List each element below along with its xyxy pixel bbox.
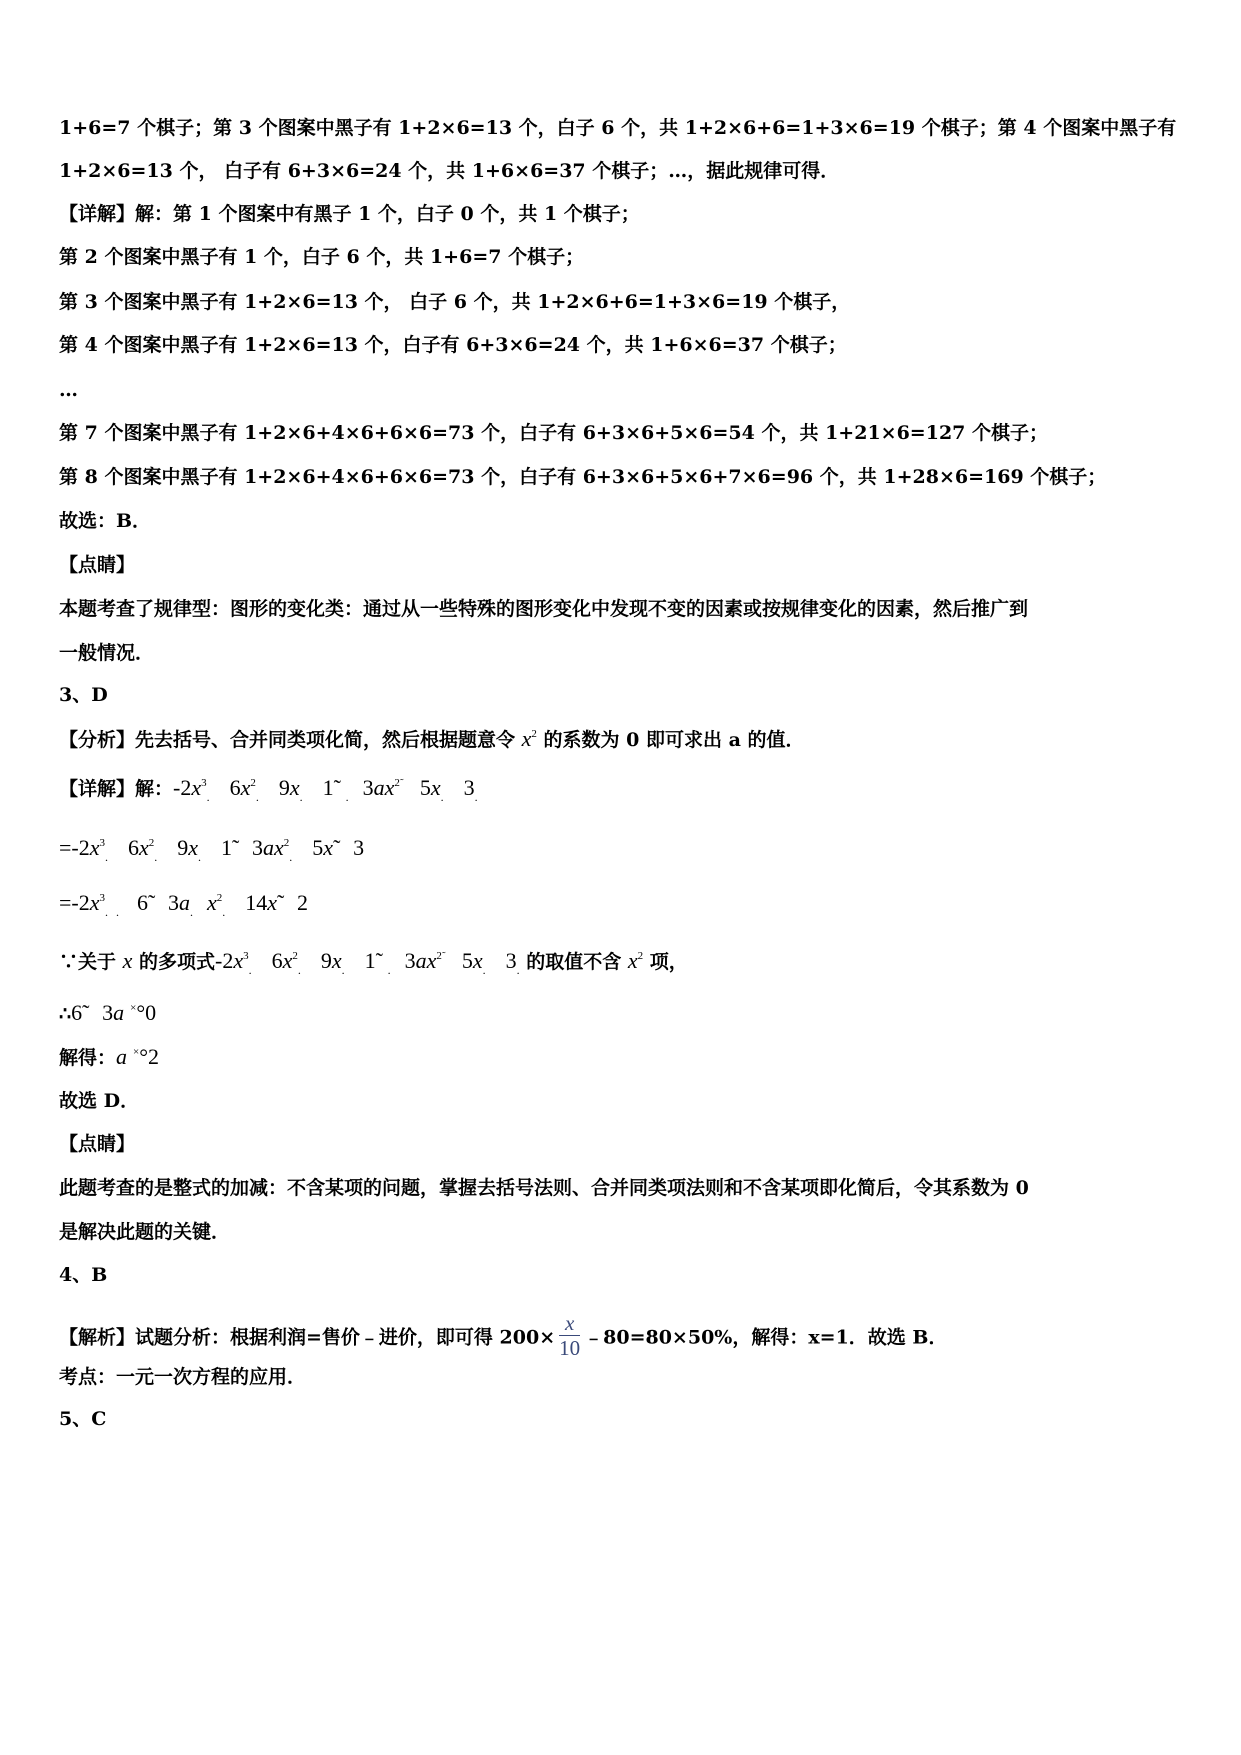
solve-line: 解得：a ×°2 [59, 1044, 160, 1069]
section-heading: 【点睛】 [59, 1133, 136, 1155]
text-line: 是解决此题的关键． [59, 1221, 231, 1243]
text-line: 本题考查了规律型：图形的变化类：通过从一些特殊的图形变化中发现不变的因素或按规律变化的因素，然后推广到 [59, 598, 1029, 620]
text-line: 【详解】解：第 1 个图案中有黑子 1 个，白子 0 个，共 1 个棋子； [59, 203, 640, 225]
choose-line: 故选 D． [59, 1090, 140, 1112]
detail-formula-line: 【详解】解：$-2x^3_.$ $6x^2_.$ $9x_.$ 1̃ $_.$ $3ax^{2̃}$ $5x_.$ $3_.$ [59, 775, 478, 804]
fraction: $\frac{x}{10}$ [559, 1311, 581, 1360]
question-number: 5、C [59, 1408, 107, 1430]
because-line: ∵关于 x 的多项式$-2x^3_.$ $6x^2_.$ $9x_.$ 1̃ $_.$ $3ax^{2̃}$ $5x_.$ $3_.$ 的取值不含 $x^2$ 项， [59, 948, 688, 977]
text-line: 考点：一元一次方程的应用． [59, 1366, 307, 1388]
formula-line: $=-2x^3_.$ $6x^2_.$ $9x_.$ 1̃ $3ax^2_.$ 5x 3 [59, 835, 365, 864]
analysis-line: 【分析】先去括号、合并同类项化简，然后根据题意令 $x^2$ 的系数为 0 即可求出 a 的值． [59, 726, 805, 751]
text-line: 此题考查的是整式的加减：不含某项的问题，掌握去括号法则、合并同类项法则和不含某项即化简后，令其系数为 0 [59, 1177, 1029, 1199]
text-line: 故选：B． [59, 510, 152, 532]
question-number: 4、B [59, 1264, 108, 1286]
text-line: 1+6=7 个棋子；第 3 个图案中黑子有 1+2×6=13 个，白子 6 个，共 1+2×6+6=1+3×6=19 个棋子；第 4 个图案中黑子有 [59, 117, 1177, 139]
text-line: 1+2×6=13 个， 白子有 6+3×6=24 个，共 1+6×6=37 个棋子；…，据此规律可得． [59, 160, 840, 182]
text-line: 一般情况． [59, 642, 155, 664]
text-line: 第 4 个图案中黑子有 1+2×6=13 个，白子有 6+3×6=24 个，共 1+6×6=37 个棋子； [59, 334, 847, 356]
section-heading: 【点睛】 [59, 554, 136, 576]
text-line: 第 2 个图案中黑子有 1 个，白子 6 个，共 1+6=7 个棋子； [59, 246, 585, 268]
formula-line: $=-2x^3_.$ $_.$ 6̃ $3a_.$ $x^2_.$ 14x 2 [59, 890, 309, 919]
question-number: 3、D [59, 684, 108, 706]
formula-expression: $-2x^3_.$ $6x^2_.$ $9x_.$ 1̃ $_.$ $3ax^{2̃}$ $5x_.$ $3_.$ [173, 775, 478, 804]
analysis-line: 【解析】试题分析：根据利润=售价﹣进价，即可得 200× $\frac{x}{10}$ ﹣80=80×50%，解得：x=1．故选 B． [59, 1311, 948, 1360]
text-line: 第 8 个图案中黑子有 1+2×6+4×6+6×6=73 个，白子有 6+3×6+5×6+7×6=96 个，共 1+28×6=169 个棋子； [59, 466, 1107, 488]
text-line: … [59, 379, 78, 401]
text-line: 第 3 个图案中黑子有 1+2×6=13 个， 白子 6 个，共 1+2×6+6=1+3×6=19 个棋子， [59, 291, 851, 313]
therefore-line: ∴6̃ 3a ×°0 [59, 1000, 157, 1025]
text-line: 第 7 个图案中黑子有 1+2×6+4×6+6×6=73 个，白子有 6+3×6+5×6=54 个，共 1+21×6=127 个棋子； [59, 422, 1049, 444]
